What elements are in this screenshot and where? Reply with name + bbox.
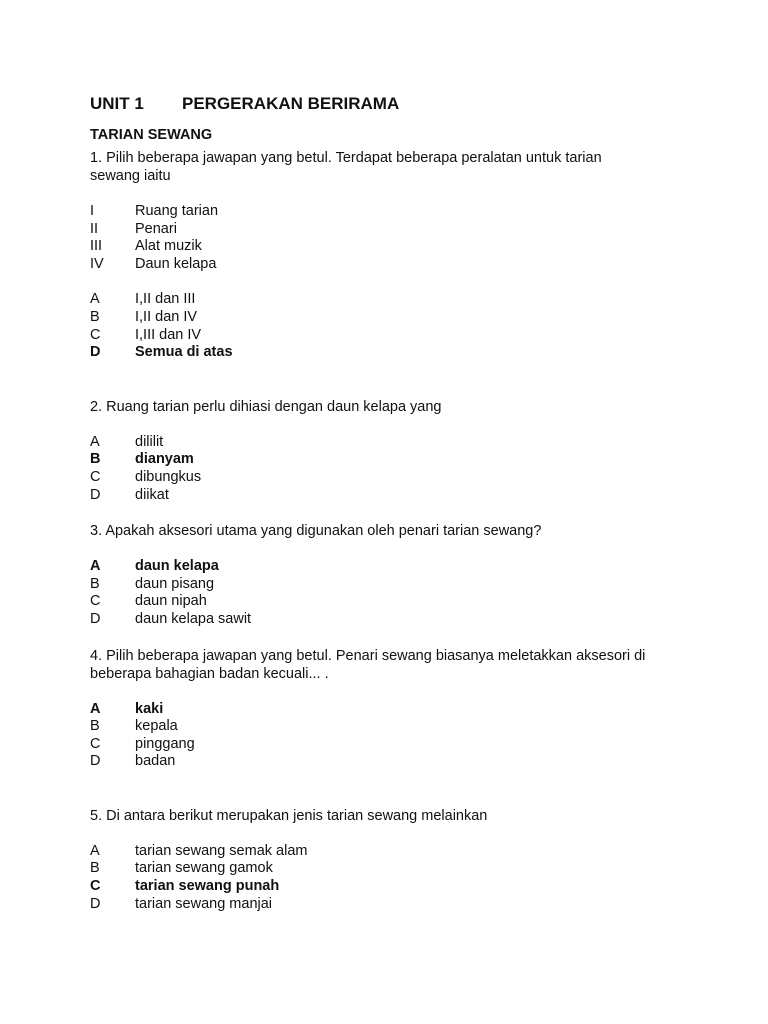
option-text: daun kelapa sawit [135,610,252,627]
option-item [90,469,690,487]
option-text: I,II dan IV [135,308,198,325]
option-key: D [90,895,101,912]
question-text: 1. Pilih beberapa jawapan yang betul. Terdapat beberapa peralatan untuk tarian sewang iaitu [90,150,606,184]
option-key: C [90,326,101,343]
option-key: B [90,308,100,325]
option-text: pinggang [135,735,195,752]
option-item-correct [90,878,690,896]
statement-item [90,256,690,274]
option-key: A [90,291,100,308]
statement-key: IV [90,255,104,272]
option-item [90,860,690,878]
statement-text: Daun kelapa [135,255,217,272]
option-text: kepala [135,718,178,735]
statement-text: Ruang tarian [135,203,219,219]
option-item [90,753,690,771]
question-text: 5. Di antara berikut merupakan jenis tarian sewang melainkan [90,807,488,824]
option-list [90,291,690,361]
option-key: B [90,575,100,592]
option-key: C [90,735,101,752]
option-item-correct [90,451,690,469]
option-text: tarian sewang manjai [135,895,273,912]
option-key: B [90,860,100,877]
question-1 [90,149,690,362]
option-item [90,291,690,309]
option-item [90,487,690,505]
option-key: C [90,593,101,610]
statement-text: Penari [135,220,177,237]
option-item [90,718,690,736]
option-list [90,701,690,771]
option-key: B [90,718,100,735]
unit-number: UNIT 1 [90,94,144,113]
statement-item [90,203,690,221]
option-item [90,736,690,754]
option-item [90,896,690,914]
statement-key: I [90,203,95,219]
option-text: dianyam [135,451,194,468]
option-item [90,843,690,861]
option-list [90,843,690,913]
option-text: tarian sewang punah [135,878,280,895]
option-text: daun nipah [135,593,207,610]
option-text: I,III dan IV [135,326,202,343]
option-item-correct [90,701,690,719]
option-text: daun kelapa [135,558,219,575]
question-4 [90,647,690,771]
unit-heading [90,92,690,116]
statement-key: III [90,238,103,255]
option-item-correct [90,558,690,576]
option-key: D [90,610,101,627]
question-text: 4. Pilih beberapa jawapan yang betul. Penari sewang biasanya meletakkan aksesori di beberapa bahagian badan kecuali... . [90,647,650,682]
option-text: badan [135,753,176,770]
option-key: D [90,753,101,770]
option-item-correct [90,344,690,362]
option-list [90,558,690,628]
option-item [90,327,690,345]
option-item [90,309,690,327]
option-key: D [90,344,101,361]
section-title: TARIAN SEWANG [90,127,213,143]
option-text: I,II dan III [135,291,196,308]
option-text: daun pisang [135,575,215,592]
option-key: C [90,878,101,895]
statement-item [90,221,690,239]
statement-list [90,203,690,273]
option-key: A [90,558,101,575]
question-5 [90,807,690,913]
option-item [90,576,690,594]
option-key: A [90,700,101,717]
option-key: D [90,486,101,503]
option-list [90,434,690,504]
question-text: 2. Ruang tarian perlu dihiasi dengan daun kelapa yang [90,398,442,415]
option-item [90,434,690,452]
question-text: 3. Apakah aksesori utama yang digunakan oleh penari tarian sewang? [90,523,542,540]
question-2 [90,398,690,504]
document-page [90,92,690,913]
option-key: A [90,842,100,859]
option-key: C [90,468,101,485]
unit-title: PERGERAKAN BERIRAMA [182,94,400,113]
option-text: Semua di atas [135,344,233,361]
option-text: tarian sewang gamok [135,860,273,877]
question-3 [90,522,690,628]
option-key: B [90,451,101,468]
statement-key: II [90,220,99,237]
statement-item [90,238,690,256]
option-item [90,593,690,611]
option-text: diikat [135,486,169,503]
option-text: kaki [135,700,164,717]
option-text: dililit [135,433,164,450]
statement-text: Alat muzik [135,238,202,255]
option-item [90,611,690,629]
option-text: tarian sewang semak alam [135,842,308,859]
option-key: A [90,433,100,450]
option-text: dibungkus [135,468,202,485]
